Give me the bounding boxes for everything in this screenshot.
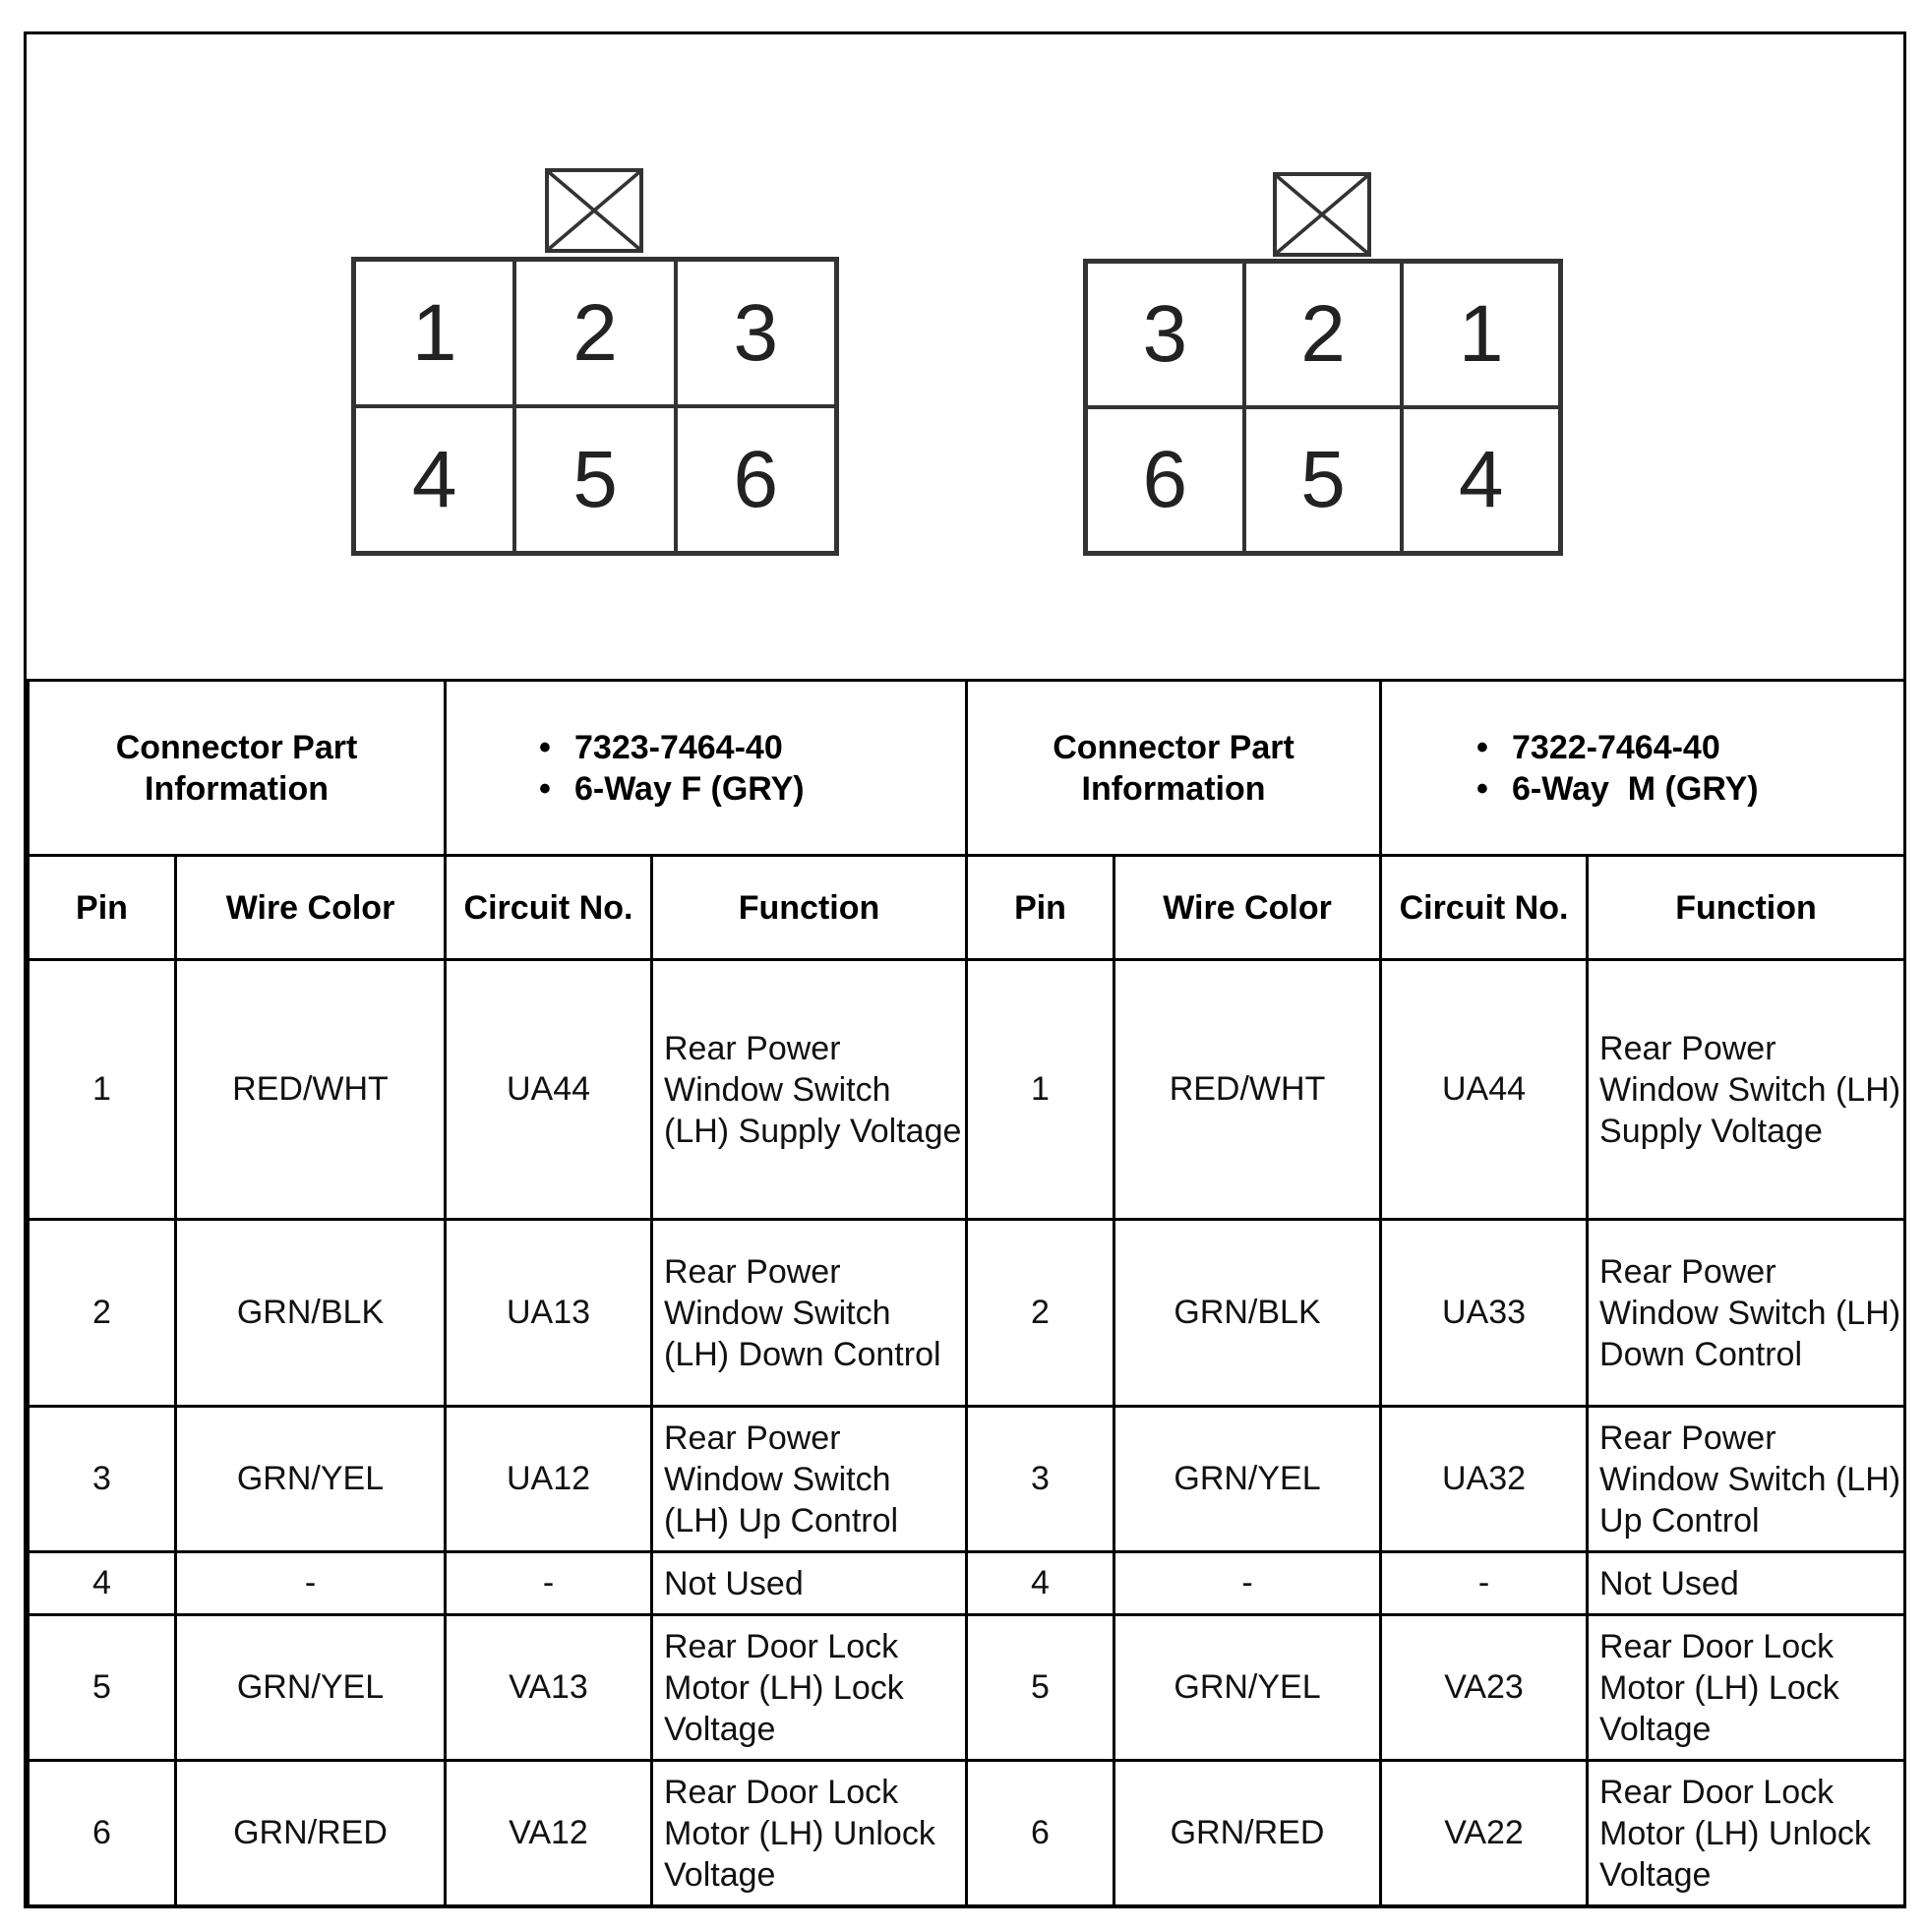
circuit-cell: - [1381,1552,1588,1615]
pin-cavity: 1 [1402,262,1560,407]
part-description: 6-Way F (GRY) [574,769,805,808]
pin-cell: 3 [29,1407,176,1552]
pin-header: Pin [29,856,176,960]
wire-color-cell: GRN/YEL [1114,1615,1381,1761]
pin-cell: 5 [967,1615,1114,1761]
connector-pin-grid [1083,259,1563,556]
circuit-cell: UA44 [446,960,652,1220]
function-header: Function [652,856,967,960]
connector-diagram-area [27,34,1903,682]
pin-cell: 6 [29,1761,176,1906]
connector-sheet-frame [24,31,1906,1908]
wire-color-cell: RED/WHT [176,960,446,1220]
connector-info-label-text: Connector Part Information [115,728,358,808]
table-row [29,960,1905,1220]
circuit-cell: UA44 [1381,960,1588,1220]
wire-color-cell: GRN/YEL [176,1407,446,1552]
connector-info-label-text: Connector Part Information [1053,728,1294,808]
wire-color-cell: GRN/YEL [1114,1407,1381,1552]
pin-cell: 1 [967,960,1114,1220]
pin-cavity: 4 [354,406,514,553]
part-number-item [1476,727,1903,768]
part-number: 7322-7464-40 [1512,728,1720,766]
pin-cavity: 1 [354,260,514,406]
pin-cell: 6 [967,1761,1114,1906]
circuit-cell: VA12 [446,1761,652,1906]
part-description-item [539,768,965,810]
circuit-cell: VA22 [1381,1761,1588,1906]
pin-cell: 5 [29,1615,176,1761]
table-row [29,1220,1905,1407]
part-number: 7323-7464-40 [574,728,783,766]
connector-part-list [1381,681,1905,856]
pin-cavity: 2 [514,260,675,406]
wire-color-header: Wire Color [176,856,446,960]
table-row [29,1407,1905,1552]
bullet-icon: • [1476,769,1488,808]
bullet-icon: • [539,769,551,808]
pin-cavity: 6 [1086,407,1244,553]
function-cell: Rear Power Window Switch (LH) Down Control [1588,1220,1905,1407]
circuit-cell: - [446,1552,652,1615]
column-header-row [29,856,1905,960]
bullet-icon: • [539,728,551,766]
circuit-no-header: Circuit No. [1381,856,1588,960]
pin-cell: 2 [967,1220,1114,1407]
pin-cavity: 2 [1244,262,1403,407]
table-row [29,1552,1905,1615]
circuit-cell: UA32 [1381,1407,1588,1552]
wire-color-header: Wire Color [1114,856,1381,960]
locking-tab-icon [545,168,643,253]
function-cell: Rear Power Window Switch (LH) Supply Voltage [1588,960,1905,1220]
pin-cavity: 6 [676,406,836,553]
part-description-item [1476,768,1903,810]
pinout-table [27,679,1906,1907]
function-cell: Rear Power Window Switch (LH) Up Control [1588,1407,1905,1552]
function-cell: Rear Door Lock Motor (LH) Lock Voltage [652,1615,967,1761]
pin-header: Pin [967,856,1114,960]
pin-cavity: 3 [676,260,836,406]
function-cell: Rear Power Window Switch (LH) Up Control [652,1407,967,1552]
pin-cavity: 5 [514,406,675,553]
connector-part-list [446,681,967,856]
pin-cavity: 3 [1086,262,1244,407]
pin-cell: 4 [29,1552,176,1615]
wire-color-cell: GRN/RED [176,1761,446,1906]
circuit-cell: VA23 [1381,1615,1588,1761]
circuit-cell: UA13 [446,1220,652,1407]
table-row [29,1615,1905,1761]
function-cell: Rear Power Window Switch (LH) Down Control [652,1220,967,1407]
pin-cell: 3 [967,1407,1114,1552]
part-description: 6-Way M (GRY) [1512,769,1759,808]
wire-color-cell: GRN/BLK [1114,1220,1381,1407]
wire-color-cell: GRN/RED [1114,1761,1381,1906]
bullet-icon: • [1476,728,1488,766]
wire-color-cell: - [176,1552,446,1615]
connector-male-face [27,34,1504,524]
circuit-cell: UA33 [1381,1220,1588,1407]
function-cell: Rear Door Lock Motor (LH) Lock Voltage [1588,1615,1905,1761]
pin-cell: 2 [29,1220,176,1407]
function-cell: Rear Door Lock Motor (LH) Unlock Voltage [652,1761,967,1906]
pin-cavity: 5 [1244,407,1403,553]
pin-cavity: 4 [1402,407,1560,553]
circuit-cell: VA13 [446,1615,652,1761]
function-cell: Rear Door Lock Motor (LH) Unlock Voltage [1588,1761,1905,1906]
wire-color-cell: GRN/BLK [176,1220,446,1407]
table-row [29,1761,1905,1906]
function-cell: Rear Power Window Switch (LH) Supply Voltage [652,960,967,1220]
connector-info-row [29,681,1905,856]
connector-info-label [29,681,446,856]
circuit-cell: UA12 [446,1407,652,1552]
circuit-no-header: Circuit No. [446,856,652,960]
wire-color-cell: - [1114,1552,1381,1615]
part-number-item [539,727,965,768]
connector-info-label [967,681,1381,856]
function-cell: Not Used [1588,1552,1905,1615]
wire-color-cell: GRN/YEL [176,1615,446,1761]
pin-cell: 4 [967,1552,1114,1615]
locking-tab-icon [1273,172,1371,257]
pin-cell: 1 [29,960,176,1220]
wire-color-cell: RED/WHT [1114,960,1381,1220]
connector-pin-grid [351,257,839,556]
function-header: Function [1588,856,1905,960]
function-cell: Not Used [652,1552,967,1615]
